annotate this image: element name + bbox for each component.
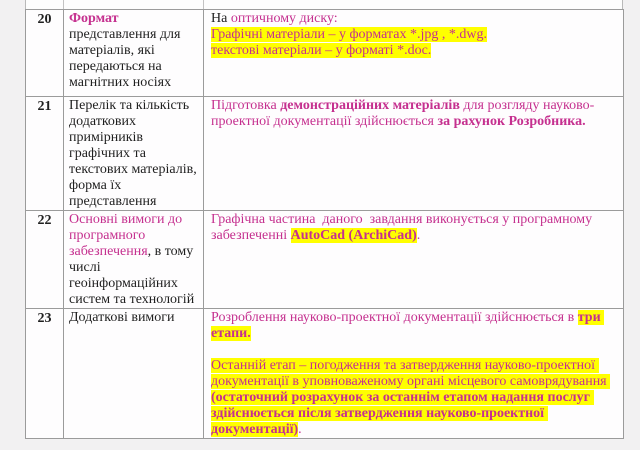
text-segment: Розроблення науково-проектної документації здійснюється в: [211, 310, 578, 325]
text-segment: демонстраційних матеріалів: [280, 98, 460, 113]
row-content: [204, 309, 624, 439]
text-segment: Графічна частина даного завдання виконується у програмному забезпеченні: [211, 212, 596, 243]
text-segment: Основні вимоги до програмного забезпечення: [69, 212, 186, 259]
row-label: [64, 10, 204, 97]
text-segment: AutoCad (ArchiCad): [290, 228, 417, 243]
text-segment: представлення для матеріалів, які передаються на магнітних носіях: [69, 11, 184, 90]
row-label: [64, 309, 204, 439]
text-segment: текстові матеріали – у форматі *.doc.: [211, 43, 432, 58]
column-border-stub: [63, 0, 64, 9]
text-segment: оптичному диску:: [230, 11, 338, 26]
text-segment: три етапи.: [211, 310, 605, 341]
text-segment: Графічні матеріали – у форматах *.jpg , *.dwg.: [211, 27, 487, 42]
requirements-table: [25, 9, 624, 439]
text-segment: Підготовка: [211, 98, 281, 113]
row-content: [204, 97, 624, 211]
row-content: [204, 10, 624, 97]
text-segment: .: [298, 422, 302, 437]
table-row-21: [26, 97, 624, 211]
text-segment: Додаткові вимоги: [69, 310, 175, 325]
row-number: 20: [26, 10, 64, 97]
row-label: [64, 97, 204, 211]
text-segment: Перелік та кількість додаткових примірників графічних та текстових матеріалів, форма їх представлення: [69, 98, 201, 209]
row-number: 23: [26, 309, 64, 439]
row-label: [64, 211, 204, 309]
text-segment: Останній етап – погодження та затвердження науково-проектної документації в уповноваженому органі місцевого самоврядування: [211, 358, 611, 389]
text-segment: для розгляду науково-проектної документації здійснюється: [211, 98, 595, 129]
text-segment: На: [211, 11, 231, 26]
previous-row-partial: [25, 0, 623, 9]
table-row-23: [26, 309, 624, 439]
text-segment: (остаточний розрахунок за останнім етапом надання послуг здійснюється після затвердження науково-проектної документації): [211, 390, 594, 437]
table-row-22: [26, 211, 624, 309]
table-row-20: [26, 10, 624, 97]
row-number: 21: [26, 97, 64, 211]
text-segment: .: [416, 228, 421, 243]
row-content: [204, 211, 624, 309]
text-segment: за рахунок Розробника.: [437, 114, 586, 129]
text-segment: , в тому числі геоінформаційних систем та технологій: [69, 244, 197, 307]
row-number: 22: [26, 211, 64, 309]
text-segment: Формат: [69, 11, 119, 26]
column-border-stub: [203, 0, 204, 9]
